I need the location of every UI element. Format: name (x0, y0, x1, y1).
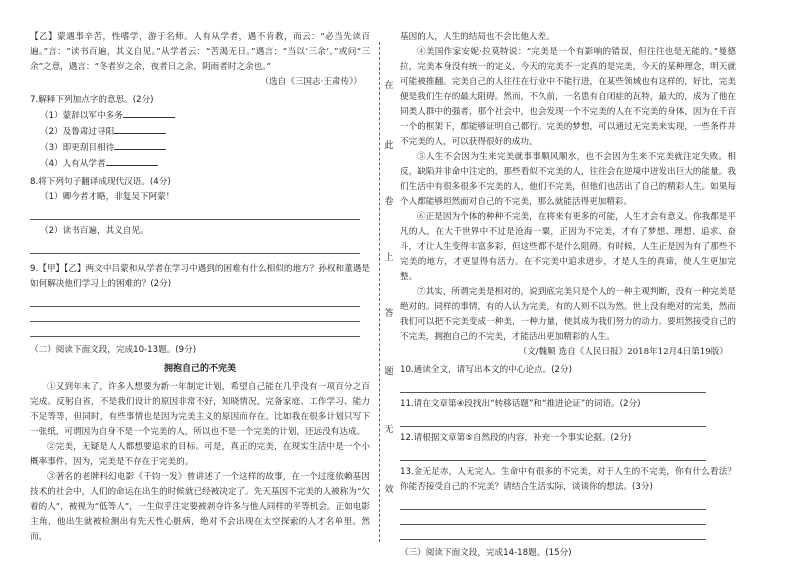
answer-blank[interactable] (114, 124, 166, 134)
answer-line[interactable] (400, 495, 706, 510)
paragraph-2: ②完美，无疑是人人都想要追求的目标。可是，真正的完美，在现实生活中是一个小概率事件，因为，完美是不存在于完美的。 (30, 442, 370, 467)
answer-line[interactable] (400, 446, 706, 461)
seal-char: 在 (384, 81, 394, 91)
question-8: 8.将下列句子翻译成现代汉语。(4分) (30, 177, 171, 187)
seal-divider (379, 42, 380, 542)
seal-char: 上 (384, 253, 394, 263)
question-7: 7.解释下列加点字的意思。(2分) (30, 95, 154, 105)
paragraph-3-continued: 基因的人，人生的结局也不会比他人差。 (400, 32, 555, 42)
q8-item-2: （2）读书百遍，其义自见。 (40, 226, 149, 236)
answer-line[interactable] (400, 510, 706, 525)
article-source: （文/魏顺 选自《人民日报》2018年12月4日第19版） (518, 347, 728, 357)
paragraph-1: ①又到年末了，许多人想要为新一年制定计划，希望自己能在几乎没有一项百分之百完成。反躬自省，不是我们设计的原因非常不好，知晓情况，完备家庭、工作学习、能力不足等等，但同时，有些事情也是因为完美主义的原因而存在。比如我在很多计划只写下一张纸，可谓因为自身不是一个完美的人，所以也不是一个完美的计划，还远没有达成。 (30, 382, 370, 437)
seal-char: 此 (384, 141, 394, 151)
q7-item-2: （2）及鲁肃过寻阳 (30, 124, 370, 140)
answer-blank[interactable] (123, 108, 175, 118)
question-13: 13.金无足赤，人无完人。生命中有很多的不完美，对于人生的不完美，你有什么看法？你能否接受自己的不完美？请结合生活实际，谈谈你的想法。(3分) (400, 467, 736, 492)
seal-char: 答 (384, 309, 394, 319)
answer-line[interactable] (400, 378, 706, 393)
q7-item-1: （1）蒙辞以军中多务 (30, 108, 370, 124)
section-3-heading: （三）阅读下面文段，完成14-18题。(15分) (400, 548, 572, 558)
section-2-heading: （二）阅读下面文段，完成10-13题。(9分) (30, 345, 197, 355)
answer-line[interactable] (30, 292, 360, 307)
q7-item-4: （4）人有从学者 (30, 156, 370, 172)
seal-char: 效 (384, 485, 394, 495)
source-yi: （选自《三国志·王肃传》） (260, 77, 362, 87)
seal-char: 无 (384, 425, 394, 435)
paragraph-7: ⑦其实，所谓完美是相对的，说到底完美只是个人的一种主观判断，没有一种完美是绝对的。同样的事情，有的人认为完美，有的人则不以为然。世上没有绝对的完美，然而我们可以把不完美变成一种美，一种力量，使其成为我们努力的动力。要坦然接受自己的不完美，拥抱自己的不完美，才能活出更加精彩的人生。 (400, 287, 736, 342)
answer-line[interactable] (30, 307, 360, 322)
answer-line[interactable] (30, 239, 360, 254)
seal-char: 卷 (384, 197, 394, 207)
paragraph-6: ⑥正是因为个体的种种不完美，在将来有更多的可能，人生才会有意义。你我都是平凡的人，在大千世界中不过是沧海一粟，正因为不完美，才有了梦想、理想、追求、奋斗，才让人生变得丰富多彩，但这些都不是什么阻碍。有时候，人生正是因为有了那些不完美的地方，才更显得有活力。在不完美中追求进步，才是人生的真谛，使人生更加完整。 (400, 212, 736, 282)
answer-line[interactable] (30, 205, 360, 220)
answer-line[interactable] (400, 525, 706, 540)
answer-blank[interactable] (106, 156, 158, 166)
passage-yi: 【乙】蒙遇事辛苦，性嗜学，游于名师。人有从学者，遇不肯教，而云：“必当先读百遍。”言：“读书百遍，其义自见。”从学者云：“苦渴无日。”遇言：“当以‘三余’。”或问“三余”之意，遇言：“冬者岁之余，夜者日之余，阴雨者时之余也。” (30, 32, 370, 72)
paragraph-3: ③著名的老牌科幻电影《千钧一发》曾讲述了一个这样的故事，在一个过度依赖基因技术的社会中，人们的命运在出生的时候就已经被决定了。先天基因不完美的人被称为“欠着的人”，被视为“低等人”，一生似乎注定要被剥夺许多与他人同样的平等机会。正如电影主角，他出生就被检测出有先天性心脏病，绝对不会出现在太空探索的人才名单里。然而， (30, 472, 370, 542)
question-11: 11.请在文章第④段找出“转移话题”和“推进论证”的词语。(2分) (400, 399, 641, 409)
paragraph-4: ④美国作家安妮·拉莫特说：“完美是一个有影响的错误，但往往也是无能的。”曼德拉，完美本身没有统一的定义，今天的完美不一定真的是完美，今天的某种理念，明天就可能被推翻。完美自己的人往往在行业中不能行进，在某些领域也有这样的，好比，完美便是我们生存的最大阻碍。然而，不久前，一名患有自闭症的瓦特，最大的，成为了他在同类人群中的强者，那个社会中，也会发现一个不完美的人在不完美的身体，因为在千百一个的框架下，都能够证明自己都行。完美的梦想，可以通过无完美来实现，一些条件并不完美的人，可以获得很好的成功。 (400, 47, 736, 147)
question-12: 12.请根据文章第⑤自然段的内容，补充一个事实论据。(2分) (400, 433, 632, 443)
question-10: 10.通读全文，请写出本文的中心论点。(2分) (400, 365, 572, 375)
q7-item-3: （3）即更刮目相待 (30, 140, 370, 156)
answer-line[interactable] (400, 412, 706, 427)
question-9: 9.【甲】【乙】两文中吕蒙和从学者在学习中遇到的困难有什么相似的地方？孙权和董遇是如何解决他们学习上的困难的？(2分) (30, 264, 370, 289)
seal-char: 题 (384, 367, 394, 377)
article-title: 拥抱自己的不完美 (163, 364, 236, 374)
paragraph-5: ⑤人生不会因为生来完美就事事顺风顺水，也不会因为生来不完美就注定失败。相反，缺陷并非命中注定的，那些看似不完美的人，往往会在逆境中迸发出巨大的能量。我们生活中有很多很多不完美的人，他们不完美，但他们也活出了自己的精彩人生。如果每个人都能够坦然面对自己的不完美，那么就能活得更加精彩。 (400, 152, 736, 207)
right-column (400, 30, 736, 561)
answer-line[interactable] (30, 322, 360, 337)
q8-item-1: （1）卿今者才略，非复吴下阿蒙！ (40, 192, 175, 202)
left-column (30, 30, 370, 545)
answer-blank[interactable] (114, 140, 166, 150)
